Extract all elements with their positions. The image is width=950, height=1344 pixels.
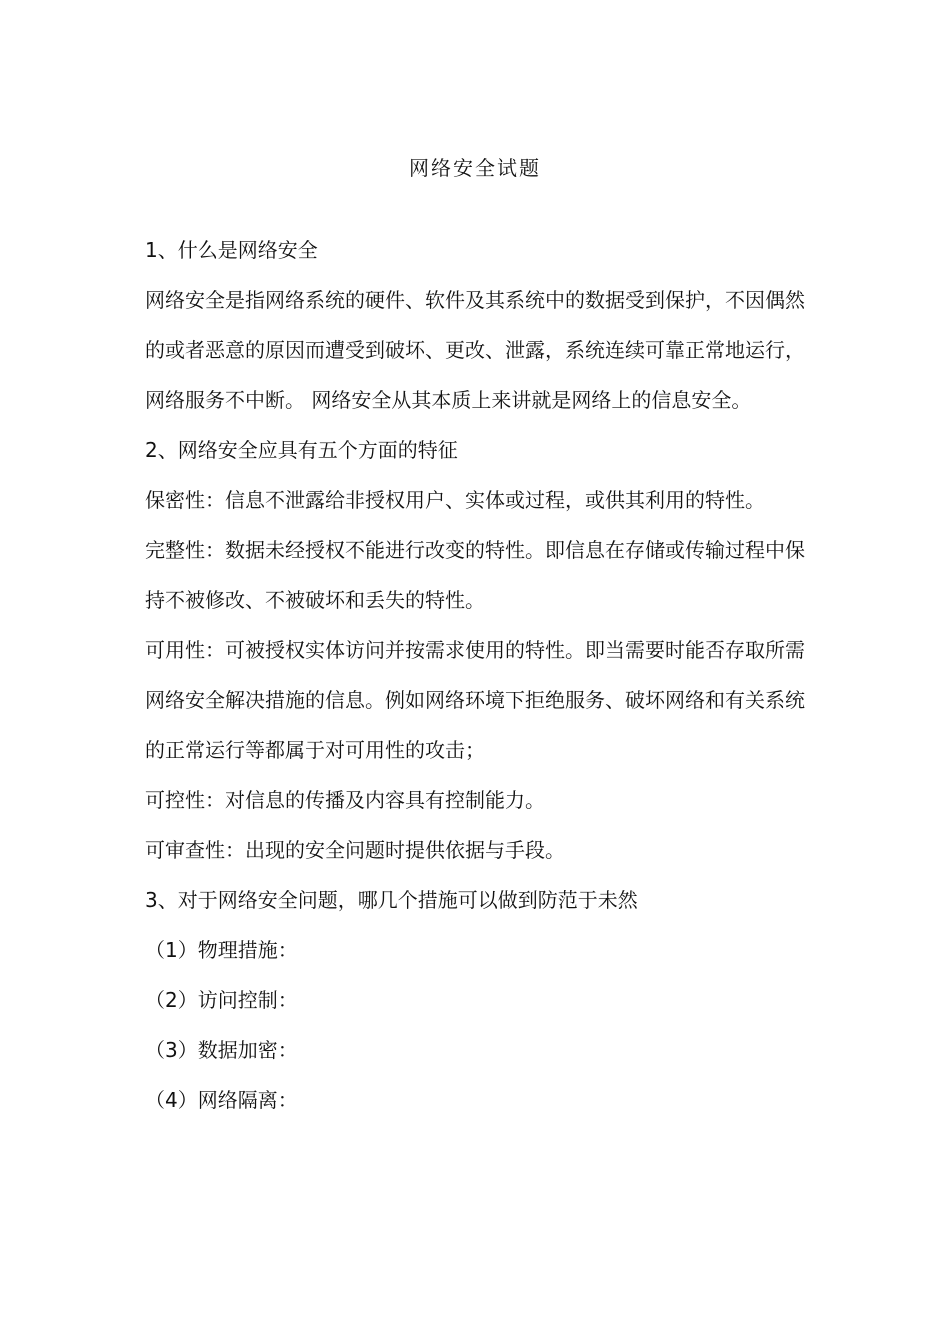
document-body (145, 225, 810, 1125)
section-heading-3: 3、对于网络安全问题，哪几个措施可以做到防范于未然 (145, 888, 638, 912)
feature-confidentiality: 保密性：信息不泄露给非授权用户、实体或过程，或供其利用的特性。 (145, 488, 765, 512)
feature-auditability: 可审查性：出现的安全问题时提供依据与手段。 (145, 838, 565, 862)
section-heading-1: 1、什么是网络安全 (145, 238, 318, 262)
section-1-paragraph-definition: 网络安全是指网络系统的硬件、软件及其系统中的数据受到保护，不因偶然的或者恶意的原因而遭受到破坏、更改、泄露，系统连续可靠正常地运行，网络服务不中断。 网络安全从其本质上来讲就是网络上的信息安全。 (145, 288, 805, 412)
measure-item-2: （2）访问控制： (145, 988, 298, 1012)
measure-item-4: （4）网络隔离： (145, 1088, 298, 1112)
document-title: 网络安全试题 (409, 156, 541, 180)
measure-item-1: （1）物理措施： (145, 938, 298, 962)
section-heading-2: 2、网络安全应具有五个方面的特征 (145, 438, 458, 462)
feature-controllability: 可控性：对信息的传播及内容具有控制能力。 (145, 788, 545, 812)
measure-item-3: （3）数据加密： (145, 1038, 298, 1062)
feature-integrity: 完整性：数据未经授权不能进行改变的特性。即信息在存储或传输过程中保持不被修改、不被破坏和丢失的特性。 (145, 538, 805, 612)
feature-availability: 可用性：可被授权实体访问并按需求使用的特性。即当需要时能否存取所需网络安全解决措施的信息。例如网络环境下拒绝服务、破坏网络和有关系统的正常运行等都属于对可用性的攻击； (145, 638, 805, 762)
